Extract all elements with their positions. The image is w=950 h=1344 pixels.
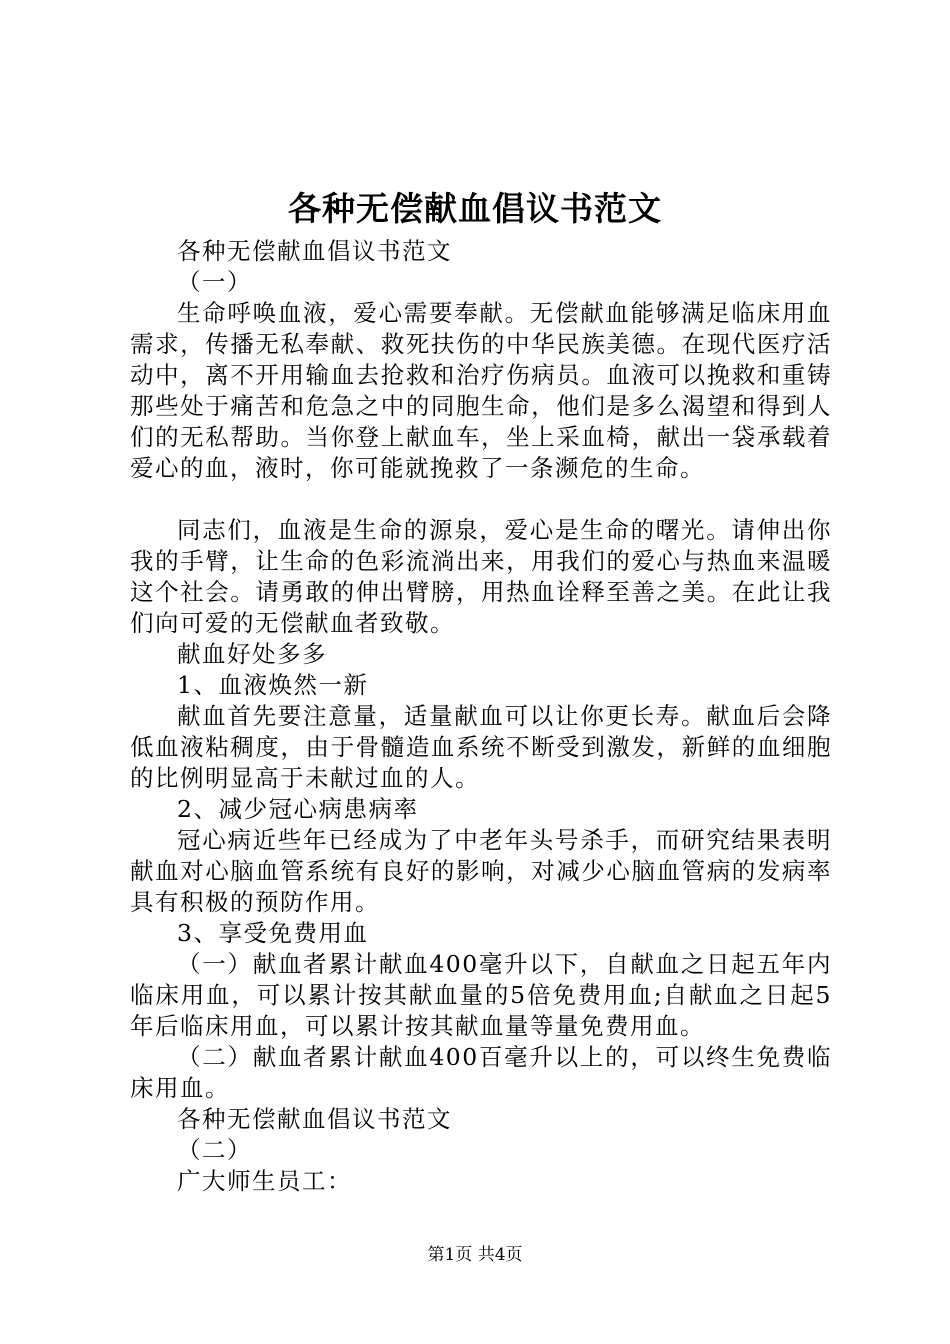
paragraph-appeal: 同志们，血液是生命的源泉，爱心是生命的曙光。请伸出你我的手臂，让生命的色彩流淌出来，用我们的爱心与热血来温暖这个社会。请勇敢的伸出臂膀，用热血诠释至善之美。在此让我们向可爱的无偿献血者致敬。 xyxy=(130,516,832,637)
benefit-3-item-1: （一）献血者累计献血400毫升以下，自献血之日起五年内临床用血，可以累计按其献血量的5倍免费用血;自献血之日起5年后临床用血，可以累计按其献血量等量免费用血。 xyxy=(130,950,832,1040)
salutation: 广大师生员工： xyxy=(177,1167,352,1195)
section-marker-1: （一） xyxy=(177,268,252,296)
benefit-1-text: 献血首先要注意量，适量献血可以让你更长寿。献血后会降低血液粘稠度，由于骨髓造血系统不断受到激发，新鲜的血细胞的比例明显高于未献过血的人。 xyxy=(130,702,832,792)
document-body xyxy=(130,236,832,1197)
benefit-1-heading: 1、血液焕然一新 xyxy=(177,671,369,699)
subtitle: 各种无偿献血倡议书范文 xyxy=(177,237,452,265)
document-title: 各种无偿献血倡议书范文 xyxy=(288,189,662,228)
heading-benefits: 献血好处多多 xyxy=(177,640,327,668)
page-footer: 第1页 共4页 xyxy=(427,1245,523,1265)
benefit-2-text: 冠心病近些年已经成为了中老年头号杀手，而研究结果表明献血对心脑血管系统有良好的影响，对减少心脑血管病的发病率具有积极的预防作用。 xyxy=(130,826,832,916)
paragraph-intro: 生命呼唤血液，爱心需要奉献。无偿献血能够满足临床用血需求，传播无私奉献、救死扶伤的中华民族美德。在现代医疗活动中，离不开用输血去抢救和治疗伤病员。血液可以挽救和重铸那些处于痛苦和危急之中的同胞生命，他们是多么渴望和得到人们的无私帮助。当你登上献血车，坐上采血椅，献出一袋承载着爱心的血，液时，你可能就挽救了一条濒危的生命。 xyxy=(130,299,832,482)
benefit-2-heading: 2、减少冠心病患病率 xyxy=(177,795,419,823)
subtitle-2: 各种无偿献血倡议书范文 xyxy=(177,1105,452,1133)
paragraph-gap xyxy=(130,484,832,515)
section-marker-2: （二） xyxy=(177,1136,252,1164)
benefit-3-item-2: （二）献血者累计献血400百毫升以上的，可以终生免费临床用血。 xyxy=(130,1043,832,1102)
benefit-3-heading: 3、享受免费用血 xyxy=(177,919,369,947)
